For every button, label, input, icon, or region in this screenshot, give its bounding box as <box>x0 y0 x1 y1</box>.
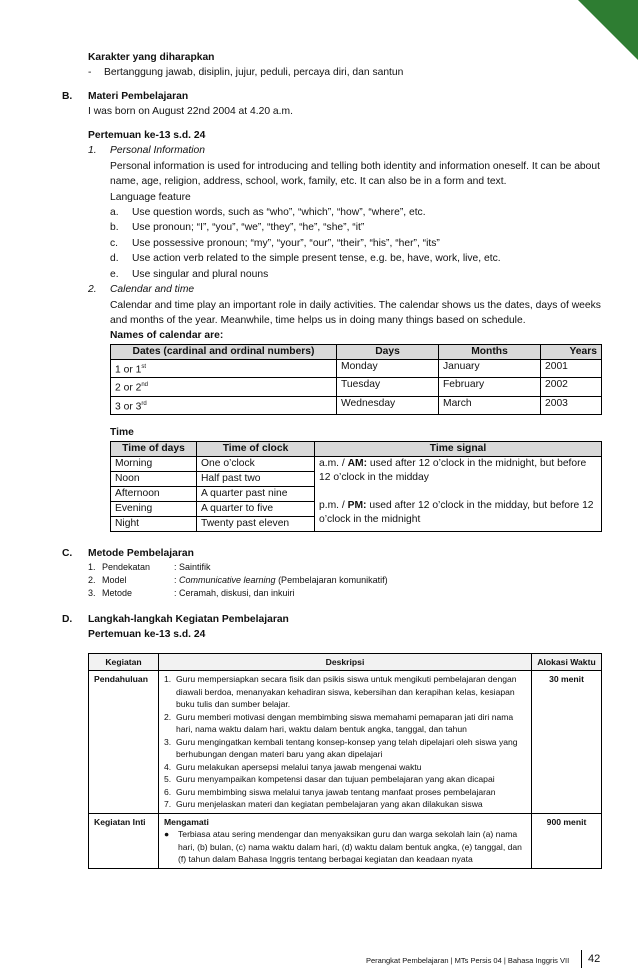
metode-num: 2. <box>88 575 96 586</box>
calendar-names-label: Names of calendar are: <box>110 330 224 342</box>
bullet-icon: ● <box>164 829 170 840</box>
table-row <box>111 359 602 377</box>
cal-header-months: Months <box>439 344 541 359</box>
calendar-section <box>88 282 602 531</box>
time-clock: A quarter past nine <box>197 486 315 501</box>
feature-text: Use possessive pronoun; “my”, “your”, “our”, “their”, “his”, “her”, “its” <box>132 237 440 249</box>
item-num: 1. <box>164 674 172 685</box>
calendar-table <box>110 344 602 415</box>
metode-item <box>88 574 388 587</box>
cal-date-cell <box>111 396 337 414</box>
cal-header-dates: Dates (cardinal and ordinal numbers) <box>111 344 337 359</box>
metode-num: 3. <box>88 588 96 599</box>
feature-item <box>110 220 602 235</box>
metode-item <box>88 561 388 574</box>
item-num: 7. <box>164 799 172 810</box>
metode-letter: C. <box>62 547 73 559</box>
table-row <box>111 378 602 396</box>
born-text: I was born on August 22nd 2004 at 4.20 a.m. <box>88 106 293 118</box>
materi-letter: B. <box>62 90 73 102</box>
cal-day: Wednesday <box>337 396 439 414</box>
feature-letter: e. <box>110 268 119 280</box>
pm-pre: p.m. / <box>319 499 348 511</box>
cal-header-years: Years <box>541 344 602 359</box>
time-header-days: Time of days <box>111 441 197 456</box>
cal-month: January <box>439 359 541 377</box>
personal-desc: Personal information is used for introducing and telling both identity and information oneself. It can be about name, age, religion, address, school, work, family, etc. It can also be in a form and text. <box>110 160 600 188</box>
alokasi-header: Alokasi Waktu <box>532 653 602 671</box>
time-day: Night <box>111 516 197 531</box>
item-num: 2. <box>164 711 172 722</box>
list-item <box>164 761 526 774</box>
karakter-text: Bertanggung jawab, disiplin, jujur, peduli, percaya diri, dan santun <box>104 67 404 79</box>
item-text: Guru membimbing siswa melalui tanya jawab tentang manfaat proses pembelajaran <box>176 786 496 797</box>
time-header-clock: Time of clock <box>197 441 315 456</box>
deskripsi-header: Deskripsi <box>159 653 532 671</box>
personal-info <box>88 143 602 282</box>
item-text: Guru menjelaskan materi dan kegiatan pembelajaran yang akan dilakukan siswa <box>176 799 483 810</box>
pm-label: PM: <box>347 499 367 511</box>
am-text: used after 12 o’clock in the midnight, but before 12 o’clock in the midday <box>319 457 587 483</box>
time-clock: A quarter to five <box>197 501 315 516</box>
cal-day: Tuesday <box>337 378 439 396</box>
langkah-heading: Langkah-langkah Kegiatan Pembelajaran <box>88 614 289 626</box>
document-page <box>62 50 602 869</box>
pm-signal <box>319 499 597 527</box>
metode-value <box>174 587 295 600</box>
item-text: Guru melakukan apersepsi melalui tanya jawab mengenai waktu <box>176 761 422 772</box>
item-num: 3. <box>164 736 172 747</box>
inti-bullet-text: Terbiasa atau sering mendengar dan menyaksikan guru dan warga sekolah lain (a) nama hari, (b) bulan, (c) nama waktu dalam hari, (d) waktu dalam bentuk angka, (e) tanggal, dan (f) tahun dalam Bahasa Inggris tentang berbagai kegiatan dan keadaan nyata <box>178 829 522 865</box>
metode-key: Pendekatan <box>102 562 151 573</box>
time-day: Afternoon <box>111 486 197 501</box>
time-day: Evening <box>111 501 197 516</box>
metode-section <box>62 546 602 600</box>
personal-num: 1. <box>88 145 97 157</box>
langkah-letter: D. <box>62 614 73 626</box>
cal-date-cell <box>111 359 337 377</box>
time-clock: Half past two <box>197 471 315 486</box>
time-signal-cell <box>315 456 602 531</box>
karakter-item: - Bertanggung jawab, disiplin, jujur, peduli, percaya diri, dan santun <box>88 65 602 80</box>
calendar-num: 2. <box>88 284 97 296</box>
cal-day: Monday <box>337 359 439 377</box>
time-day: Morning <box>111 456 197 471</box>
am-signal <box>319 457 597 485</box>
cal-month: March <box>439 396 541 414</box>
list-item <box>164 673 526 711</box>
pm-text: used after 12 o’clock in the midday, but before 12 o’clock in the midnight <box>319 499 594 525</box>
time-clock: One o’clock <box>197 456 315 471</box>
cal-date: 2 or 2 <box>115 382 142 394</box>
metode-value-text: : Saintifik <box>174 562 211 573</box>
langkah-pertemuan: Pertemuan ke-13 s.d. 24 <box>88 629 206 641</box>
feature-text: Use pronoun; “I”, “you”, “we”, “they”, “he”, “she”, “it” <box>132 222 365 234</box>
cal-header-days: Days <box>337 344 439 359</box>
calendar-title: Calendar and time <box>110 284 195 296</box>
metode-value-text: : <box>174 575 180 586</box>
list-item <box>164 798 526 811</box>
metode-heading: Metode Pembelajaran <box>88 547 194 559</box>
time-header-signal: Time signal <box>315 441 602 456</box>
time-table <box>110 441 602 532</box>
feature-label: Language feature <box>110 191 191 203</box>
item-text: Guru menyampaikan kompetensi dasar dan tujuan pembelajaran yang akan dicapai <box>176 774 495 785</box>
cal-date: 1 or 1 <box>115 364 142 376</box>
table-row <box>111 456 602 471</box>
pendahuluan-list <box>164 673 526 811</box>
cal-ordinal: rd <box>141 400 147 407</box>
feature-text: Use question words, such as “who”, “which”, “how”, “where”, etc. <box>132 206 426 218</box>
metode-value <box>174 574 388 587</box>
metode-list <box>88 561 388 600</box>
time-day: Noon <box>111 471 197 486</box>
list-item <box>164 736 526 761</box>
feature-letter: b. <box>110 222 119 234</box>
feature-letter: d. <box>110 253 119 265</box>
feature-letter: c. <box>110 237 119 249</box>
feature-text: Use singular and plural nouns <box>132 268 269 280</box>
kegiatan-header: Kegiatan <box>89 653 159 671</box>
time-label: Time <box>110 427 134 439</box>
item-text: Guru mengingatkan kembali tentang konsep-konsep yang telah dipelajari oleh siswa yang berhubungan dengan materi baru yang akan dipelajari <box>176 736 518 760</box>
item-text: Guru memberi motivasi dengan membimbing siswa memahami pemaparan jati diri nama hari, nama waktu dalam hari, waktu dalam bentuk angka, tanggal, dan tahun <box>176 711 514 735</box>
cal-year: 2002 <box>541 378 602 396</box>
inti-sub: Mengamati <box>164 816 209 827</box>
item-num: 6. <box>164 786 172 797</box>
cal-month: February <box>439 378 541 396</box>
materi-heading: Materi Pembelajaran <box>88 90 189 102</box>
inti-label: Kegiatan Inti <box>89 813 159 868</box>
feature-text: Use action verb related to the simple present tense, e.g. be, have, work, live, etc. <box>132 253 501 265</box>
inti-time: 900 menit <box>532 813 602 868</box>
feature-item <box>110 251 602 266</box>
kegiatan-table <box>88 653 602 869</box>
metode-key: Metode <box>102 588 133 599</box>
metode-value-italic: Communicative learning <box>179 575 276 586</box>
personal-title: Personal Information <box>110 145 206 157</box>
pendahuluan-time: 30 menit <box>532 671 602 814</box>
pendahuluan-row <box>89 671 602 814</box>
footer-divider <box>581 950 582 968</box>
am-pre: a.m. / <box>319 457 348 469</box>
feature-item <box>110 236 602 251</box>
time-clock: Twenty past eleven <box>197 516 315 531</box>
item-text: Guru mempersiapkan secara fisik dan psikis siswa untuk mengikuti pembelajaran dengan diawali berdoa, menanyakan kehadiran siswa, kebersihan dan kerapihan kelas, kesiapan buku tulis dan sumber belajar. <box>176 674 517 710</box>
feature-list <box>110 205 602 282</box>
footer-text: Perangkat Pembelajaran | MTs Persis 04 | Bahasa Inggris VII <box>366 956 570 965</box>
feature-item <box>110 205 602 220</box>
am-label: AM: <box>347 457 368 469</box>
item-num: 4. <box>164 761 172 772</box>
pertemuan-label: Pertemuan ke-13 s.d. 24 <box>88 129 206 141</box>
karakter-heading: Karakter yang diharapkan <box>88 52 215 63</box>
materi-section <box>62 89 602 532</box>
langkah-section <box>62 612 602 643</box>
calendar-desc: Calendar and time play an important role in daily activities. The calendar shows us the dates, days of weeks and months of the year. Meanwhile, time helps us in doing many things based on schedule. <box>110 299 601 326</box>
cal-ordinal: nd <box>141 382 149 389</box>
feature-letter: a. <box>110 206 119 218</box>
cal-date: 3 or 3 <box>115 401 142 413</box>
list-item <box>164 786 526 799</box>
metode-value <box>174 561 211 574</box>
inti-row <box>89 813 602 868</box>
cal-year: 2003 <box>541 396 602 414</box>
karakter-section <box>88 50 602 81</box>
pendahuluan-label: Pendahuluan <box>89 671 159 814</box>
table-row <box>111 396 602 414</box>
metode-num: 1. <box>88 562 96 573</box>
item-num: 5. <box>164 774 172 785</box>
cal-date-cell <box>111 378 337 396</box>
list-item <box>164 711 526 736</box>
page-number: 42 <box>588 953 601 965</box>
feature-item <box>110 267 602 282</box>
metode-value-text: : Ceramah, diskusi, dan inkuiri <box>174 588 295 599</box>
list-item <box>164 773 526 786</box>
inti-bullet-item <box>164 828 526 866</box>
metode-key: Model <box>102 575 127 586</box>
cal-ordinal: st <box>141 363 147 370</box>
cal-year: 2001 <box>541 359 602 377</box>
metode-item <box>88 587 388 600</box>
metode-value-rest: (Pembelajaran komunikatif) <box>275 575 388 586</box>
